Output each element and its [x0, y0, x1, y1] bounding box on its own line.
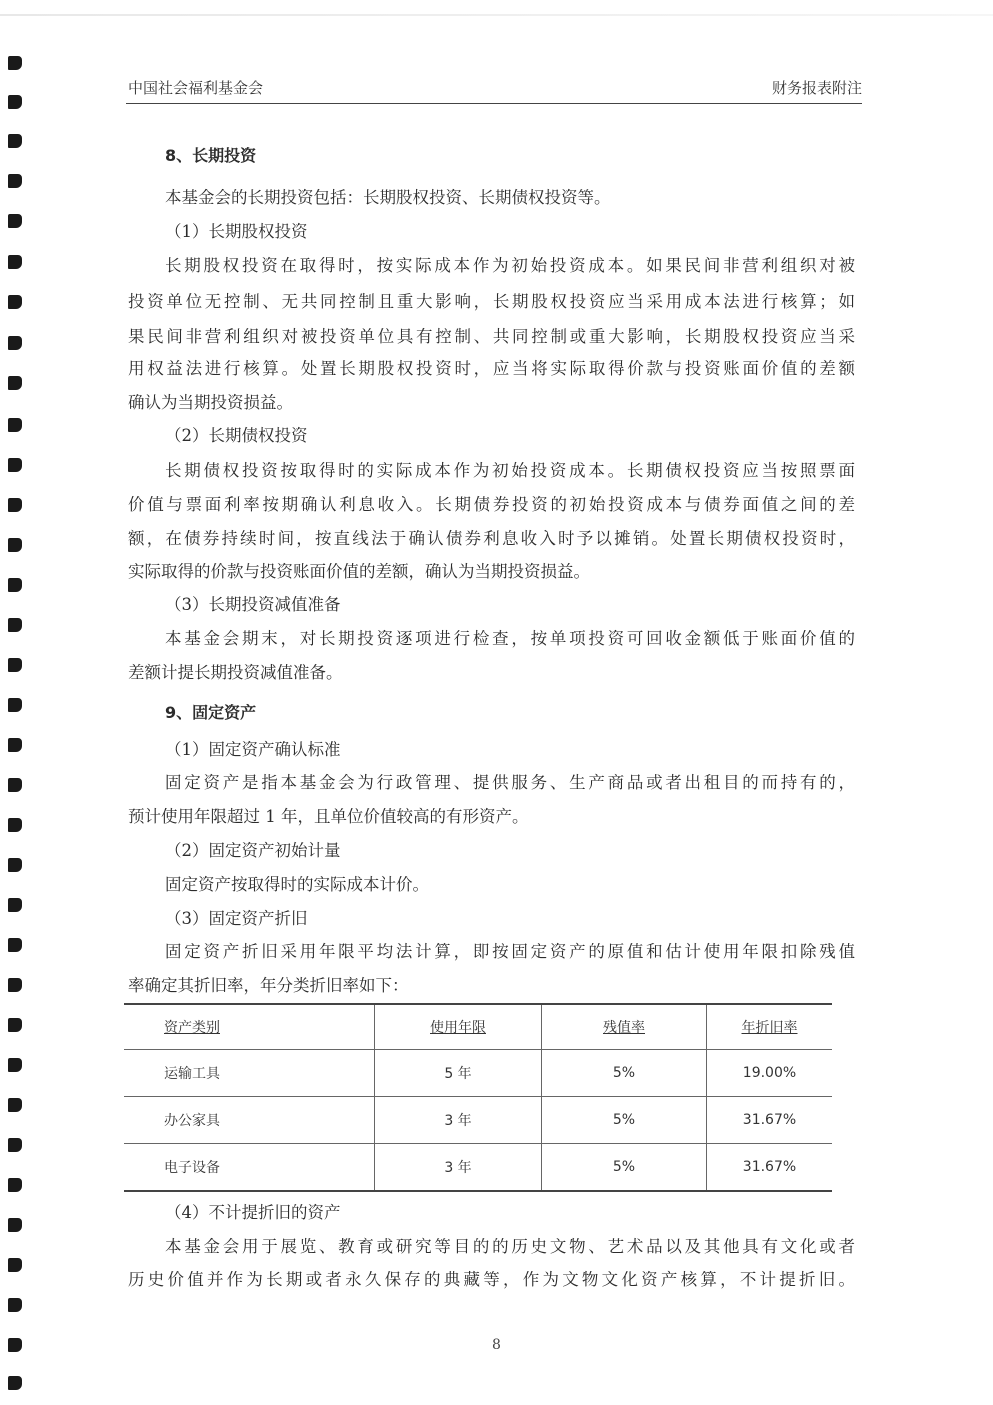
- header-rule: [126, 103, 862, 104]
- binding-mark: [8, 1098, 22, 1112]
- paragraph-line: 固定资产折旧采用年限平均法计算，即按固定资产的原值和估计使用年限扣除残值: [165, 942, 855, 961]
- paragraph-line: 本基金会用于展览、教育或研究等目的的历史文物、艺术品以及其他具有文化或者: [165, 1237, 855, 1256]
- useful-life-cell: 5 年: [375, 1050, 542, 1097]
- binding-mark: [8, 698, 22, 712]
- binding-mark: [8, 134, 22, 148]
- binding-mark: [8, 658, 22, 672]
- subsection-heading: （3）长期投资减值准备: [165, 595, 341, 614]
- binding-mark: [8, 376, 22, 390]
- column-header: 年折旧率: [707, 1004, 833, 1050]
- paragraph-line: 本基金会的长期投资包括：长期股权投资、长期债权投资等。: [165, 188, 611, 207]
- annual-depreciation-cell: 31.67%: [707, 1144, 833, 1192]
- binding-mark: [8, 858, 22, 872]
- subsection-heading: （3）固定资产折旧: [165, 909, 308, 928]
- paragraph-line: 投资单位无控制、无共同控制且重大影响，长期股权投资应当采用成本法进行核算；如: [128, 292, 855, 311]
- section-heading-long-term-investment: 8、长期投资: [165, 146, 257, 165]
- binding-mark: [8, 458, 22, 472]
- column-header: 使用年限: [375, 1004, 542, 1050]
- binding-mark: [8, 738, 22, 752]
- binding-mark: [8, 1018, 22, 1032]
- binding-mark: [8, 978, 22, 992]
- binding-mark: [8, 778, 22, 792]
- binding-mark: [8, 1138, 22, 1152]
- binding-mark: [8, 1258, 22, 1272]
- table-row: [124, 1050, 832, 1097]
- page-number: 8: [492, 1337, 501, 1353]
- header-doc-title: 财务报表附注: [771, 79, 862, 97]
- binding-mark: [8, 498, 22, 512]
- asset-category-cell: 办公家具: [124, 1097, 375, 1144]
- annual-depreciation-cell: 31.67%: [707, 1097, 833, 1144]
- section-heading-fixed-assets: 9、固定资产: [165, 703, 257, 722]
- column-header: 资产类别: [124, 1004, 375, 1050]
- scan-top-edge: [0, 14, 993, 16]
- column-header: 残值率: [542, 1004, 707, 1050]
- useful-life-cell: 3 年: [375, 1097, 542, 1144]
- paragraph-line: 价值与票面利率按期确认利息收入。长期债券投资的初始投资成本与债券面值之间的差: [128, 495, 855, 514]
- binding-mark: [8, 56, 22, 70]
- paragraph-line: 用权益法进行核算。处置长期股权投资时，应当将实际取得价款与投资账面价值的差额: [128, 359, 855, 378]
- binding-mark: [8, 1376, 22, 1390]
- table-header-row: [124, 1004, 832, 1050]
- binding-mark: [8, 1058, 22, 1072]
- binding-mark: [8, 95, 22, 109]
- binding-mark: [8, 1298, 22, 1312]
- paragraph-line: 差额计提长期投资减值准备。: [128, 663, 343, 682]
- subsection-heading: （2）长期债权投资: [165, 426, 308, 445]
- depreciation-table: [124, 1003, 832, 1192]
- binding-mark: [8, 418, 22, 432]
- asset-category-cell: 运输工具: [124, 1050, 375, 1097]
- binding-mark: [8, 578, 22, 592]
- binding-mark: [8, 214, 22, 228]
- paragraph-line: 实际取得的价款与投资账面价值的差额，确认为当期投资损益。: [128, 562, 590, 581]
- paragraph-line: 预计使用年限超过 1 年，且单位价值较高的有形资产。: [128, 807, 529, 826]
- paragraph-line: 率确定其折旧率，年分类折旧率如下：: [128, 976, 409, 995]
- paragraph-line: 固定资产按取得时的实际成本计价。: [165, 875, 429, 894]
- annual-depreciation-cell: 19.00%: [707, 1050, 833, 1097]
- binding-mark: [8, 1218, 22, 1232]
- table-row: [124, 1097, 832, 1144]
- paragraph-line: 额，在债券持续时间，按直线法于确认债券利息收入时予以摊销。处置长期债权投资时，: [128, 529, 855, 548]
- binding-mark: [8, 538, 22, 552]
- paragraph-line: 长期股权投资在取得时，按实际成本作为初始投资成本。如果民间非营利组织对被: [165, 256, 855, 275]
- binding-mark: [8, 1178, 22, 1192]
- residual-rate-cell: 5%: [542, 1144, 707, 1192]
- binding-mark: [8, 938, 22, 952]
- binding-mark: [8, 295, 22, 309]
- paragraph-line: 确认为当期投资损益。: [128, 393, 293, 412]
- binding-mark: [8, 336, 22, 350]
- subsection-heading: （1）长期股权投资: [165, 222, 308, 241]
- subsection-heading: （2）固定资产初始计量: [165, 841, 341, 860]
- header-org-name: 中国社会福利基金会: [128, 79, 264, 97]
- residual-rate-cell: 5%: [542, 1097, 707, 1144]
- binding-mark: [8, 618, 22, 632]
- binding-mark: [8, 174, 22, 188]
- binding-mark: [8, 818, 22, 832]
- useful-life-cell: 3 年: [375, 1144, 542, 1192]
- table-row: [124, 1144, 832, 1192]
- paragraph-line: 本基金会期末，对长期投资逐项进行检查，按单项投资可回收金额低于账面价值的: [165, 629, 855, 648]
- residual-rate-cell: 5%: [542, 1050, 707, 1097]
- subsection-heading: （4）不计提折旧的资产: [165, 1203, 341, 1222]
- paragraph-line: 固定资产是指本基金会为行政管理、提供服务、生产商品或者出租目的而持有的，: [165, 773, 855, 792]
- asset-category-cell: 电子设备: [124, 1144, 375, 1192]
- subsection-heading: （1）固定资产确认标准: [165, 740, 341, 759]
- paragraph-line: 历史价值并作为长期或者永久保存的典藏等，作为文物文化资产核算，不计提折旧。: [128, 1270, 855, 1289]
- binding-mark: [8, 898, 22, 912]
- binding-holes: [0, 0, 30, 1405]
- paragraph-line: 果民间非营利组织对被投资单位具有控制、共同控制或重大影响，长期股权投资应当采: [128, 327, 855, 346]
- paragraph-line: 长期债权投资按取得时的实际成本作为初始投资成本。长期债权投资应当按照票面: [165, 461, 855, 480]
- binding-mark: [8, 255, 22, 269]
